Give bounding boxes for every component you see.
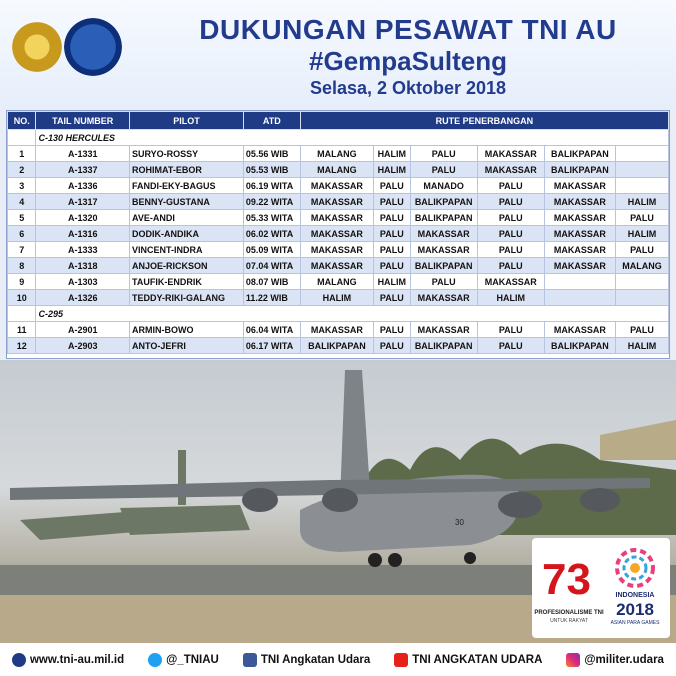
row-number: 2 [8,162,36,178]
anniversary-tagline: PROFESIONALISME TNI [534,610,604,616]
facebook-icon [243,653,257,667]
route-stop-cell: PALU [615,242,668,258]
branding-box [532,538,670,638]
route-stop-cell: BALIKPAPAN [410,338,477,354]
route-stop-cell: HALIM [615,226,668,242]
route-stop-cell: PALU [374,322,411,338]
route-stop-cell: HALIM [615,194,668,210]
route-stop-cell: PALU [374,338,411,354]
route-stop-cell: BALIKPAPAN [544,338,615,354]
route-stop-cell: HALIM [477,290,544,306]
row-number: 8 [8,258,36,274]
route-stop-cell: MAKASSAR [544,210,615,226]
route-stop-cell: BALIKPAPAN [544,146,615,162]
route-stop-cell: MAKASSAR [300,178,373,194]
route-stop-cell: BALIKPAPAN [544,162,615,178]
row-number: 11 [8,322,36,338]
games-name: INDONESIA [615,592,655,599]
games-year: 2018 [616,600,654,619]
route-stop-cell: MAKASSAR [300,322,373,338]
route-stop-cell: MAKASSAR [410,242,477,258]
route-stop-cell: HALIM [374,274,411,290]
route-stop-cell: PALU [477,258,544,274]
route-stop-cell: HALIM [300,290,373,306]
tail-number-cell: A-1337 [36,162,130,178]
route-stop-cell: PALU [374,226,411,242]
youtube-text: TNI ANGKATAN UDARA [412,653,543,666]
aircraft-type-row [8,130,669,146]
route-stop-cell: MAKASSAR [544,242,615,258]
route-stop-cell: BALIKPAPAN [410,194,477,210]
route-stop-cell: MAKASSAR [300,226,373,242]
route-stop-cell: HALIM [374,162,411,178]
tni-au-emblem-icon [8,18,66,76]
route-stop-cell: MAKASSAR [544,258,615,274]
route-stop-cell: MAKASSAR [410,322,477,338]
type-row-spacer [8,130,36,146]
pilot-cell: DODIK-ANDIKA [130,226,244,242]
route-stop-cell: MALANG [300,146,373,162]
route-stop-cell: PALU [477,210,544,226]
route-stop-cell: PALU [477,178,544,194]
col-atd: ATD [243,112,300,130]
route-stop-cell: MALANG [300,274,373,290]
route-stop-cell: MAKASSAR [544,226,615,242]
page-title: DUKUNGAN PESAWAT TNI AU [199,14,617,45]
atd-cell: 08.07 WIB [243,274,300,290]
atd-cell: 05.53 WIB [243,162,300,178]
col-route: RUTE PENERBANGAN [300,112,668,130]
route-stop-cell: PALU [374,194,411,210]
route-stop-cell: BALIKPAPAN [410,210,477,226]
route-stop-cell: MAKASSAR [300,258,373,274]
route-stop-cell: MAKASSAR [410,290,477,306]
pilot-cell: AVE-ANDI [130,210,244,226]
route-stop-cell: MAKASSAR [477,162,544,178]
table-row [8,146,669,162]
games-sub: ASIAN PARA GAMES [610,620,660,626]
route-stop-cell [544,290,615,306]
facebook-text: TNI Angkatan Udara [260,653,371,666]
route-stop-cell: MAKASSAR [300,242,373,258]
row-number: 4 [8,194,36,210]
tail-number-cell: A-1316 [36,226,130,242]
aircraft-number: 30 [455,518,464,527]
atd-cell: 06.19 WITA [243,178,300,194]
pilot-cell: ROHIMAT-EBOR [130,162,244,178]
youtube-link[interactable] [394,653,542,667]
atd-cell: 06.17 WITA [243,338,300,354]
col-tail-number: TAIL NUMBER [36,112,130,130]
atd-cell: 05.09 WITA [243,242,300,258]
tail-number-cell: A-1303 [36,274,130,290]
pilot-cell: ANJOE-RICKSON [130,258,244,274]
pilot-cell: BENNY-GUSTANA [130,194,244,210]
row-number: 1 [8,146,36,162]
route-stop-cell: PALU [374,178,411,194]
route-stop-cell [615,274,668,290]
row-number: 12 [8,338,36,354]
row-number: 5 [8,210,36,226]
tail-number-cell: A-1326 [36,290,130,306]
table-row [8,290,669,306]
route-stop-cell: MALANG [615,258,668,274]
pilot-cell: ARMIN-BOWO [130,322,244,338]
table-row [8,194,669,210]
route-stop-cell: PALU [374,242,411,258]
table-row [8,242,669,258]
table-row [8,258,669,274]
tail-number-cell: A-1318 [36,258,130,274]
globe-icon [12,653,26,667]
website-link[interactable] [12,653,124,667]
asian-para-games-logo-icon [606,546,664,590]
type-row-spacer [8,306,36,322]
route-stop-cell: MALANG [300,162,373,178]
twitter-link[interactable] [148,653,219,667]
pilot-cell: VINCENT-INDRA [130,242,244,258]
table-row [8,210,669,226]
route-stop-cell: PALU [477,242,544,258]
tail-number-cell: A-2901 [36,322,130,338]
table-row [8,162,669,178]
pilot-cell: TEDDY-RIKI-GALANG [130,290,244,306]
route-stop-cell: MAKASSAR [410,226,477,242]
route-stop-cell: HALIM [615,338,668,354]
twitter-text: @_TNIAU [166,653,219,666]
hashtag: #GempaSulteng [309,46,507,76]
tail-number-cell: A-1333 [36,242,130,258]
col-pilot: PILOT [130,112,244,130]
route-stop-cell: PALU [615,210,668,226]
instagram-icon [566,653,580,667]
route-stop-cell: PALU [374,210,411,226]
twitter-icon [148,653,162,667]
row-number: 6 [8,226,36,242]
header-banner [0,0,676,108]
atd-cell: 06.04 WITA [243,322,300,338]
route-stop-cell: MAKASSAR [300,210,373,226]
col-no: NO. [8,112,36,130]
atd-cell: 11.22 WIB [243,290,300,306]
route-stop-cell: PALU [477,322,544,338]
route-stop-cell [615,290,668,306]
route-stop-cell: MAKASSAR [477,274,544,290]
atd-cell: 07.04 WITA [243,258,300,274]
date-label: Selasa, 2 Oktober 2018 [309,78,507,98]
table-row [8,274,669,290]
route-stop-cell: MAKASSAR [544,322,615,338]
tail-number-cell: A-1336 [36,178,130,194]
route-stop-cell [544,274,615,290]
tail-number-cell: A-1320 [36,210,130,226]
pilot-cell: FANDI-EKY-BAGUS [130,178,244,194]
aircraft-type-label: C-295 [36,306,669,322]
route-stop-cell: HALIM [374,146,411,162]
route-stop-cell: PALU [410,162,477,178]
table-row [8,322,669,338]
footer-social-bar [0,643,676,676]
route-stop-cell: MAKASSAR [544,194,615,210]
route-stop-cell [615,162,668,178]
instagram-link[interactable] [566,653,664,667]
row-number: 7 [8,242,36,258]
route-stop-cell: MANADO [410,178,477,194]
table-row [8,226,669,242]
row-number: 3 [8,178,36,194]
anniversary-sub: UNTUK RAKYAT [550,618,588,624]
instagram-text: @militer.udara [584,653,664,666]
route-stop-cell: PALU [477,194,544,210]
route-stop-cell: PALU [374,258,411,274]
youtube-icon [394,653,408,667]
tail-number-cell: A-2903 [36,338,130,354]
tail-number-cell: A-1331 [36,146,130,162]
anniversary-73-logo-icon [540,546,592,606]
route-stop-cell: MAKASSAR [300,194,373,210]
route-stop-cell: BALIKPAPAN [410,258,477,274]
route-stop-cell: MAKASSAR [477,146,544,162]
atd-cell: 05.56 WIB [243,146,300,162]
route-stop-cell: PALU [615,322,668,338]
route-stop-cell [615,146,668,162]
route-stop-cell: PALU [374,290,411,306]
tail-number-cell: A-1317 [36,194,130,210]
route-stop-cell: PALU [410,274,477,290]
pilot-cell: ANTO-JEFRI [130,338,244,354]
route-stop-cell: BALIKPAPAN [300,338,373,354]
table-row [8,178,669,194]
pilot-cell: SURYO-ROSSY [130,146,244,162]
website-text: www.tni-au.mil.id [29,653,125,666]
route-stop-cell [615,178,668,194]
flight-table [6,110,670,359]
unit-emblem-icon [64,18,122,76]
route-stop-cell: PALU [477,226,544,242]
pilot-cell: TAUFIK-ENDRIK [130,274,244,290]
table-header-row [8,112,669,130]
aircraft-type-label: C-130 HERCULES [36,130,669,146]
facebook-link[interactable] [243,653,370,667]
table-row [8,338,669,354]
row-number: 10 [8,290,36,306]
atd-cell: 06.02 WITA [243,226,300,242]
aircraft-type-row [8,306,669,322]
svg-text:73: 73 [542,555,591,604]
row-number: 9 [8,274,36,290]
route-stop-cell: MAKASSAR [544,178,615,194]
route-stop-cell: PALU [477,338,544,354]
atd-cell: 05.33 WITA [243,210,300,226]
atd-cell: 09.22 WITA [243,194,300,210]
route-stop-cell: PALU [410,146,477,162]
